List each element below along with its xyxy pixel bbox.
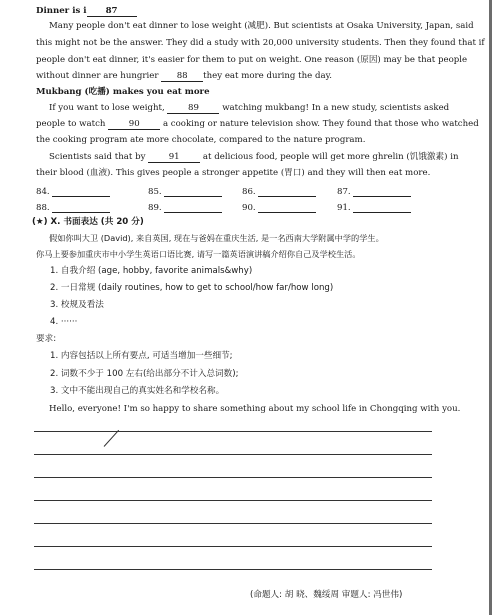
answer-label: 88. [36,203,50,213]
para2-line1 [49,102,449,114]
answer-slot-91[interactable] [337,202,411,213]
para2-line2 [36,118,479,130]
dinner-heading [36,5,137,17]
writing-point-2: 2. 一日常规 (daily routines, how to get to school/how far/how long) [50,283,334,293]
para1-line2: this might not be the answer. They did a study with 20,000 university students. Then they found that if [36,38,485,48]
writing-point-3: 3. 校规及看法 [50,300,104,310]
answer-line[interactable] [164,202,222,213]
answer-line[interactable] [164,186,222,197]
answer-slot-86[interactable] [242,186,316,197]
answer-slot-90[interactable] [242,202,316,213]
answer-label: 91. [337,203,351,213]
para3-line1-post: at delicious food, people will get more ghrelin (饥饿激素) in [202,152,459,162]
requirement-1: 1. 内容包括以上所有要点, 可适当增加一些细节; [50,351,233,361]
writing-prompt-line2: 你马上要参加重庆市中小学生英语口语比赛, 请写一篇英语演讲稿介绍你自己及学校生活。 [36,249,361,259]
requirements-title: 要求: [36,334,57,344]
requirement-2: 2. 词数不少于 100 左右(给出部分不计入总词数); [50,369,239,379]
para1-line3: people don't eat dinner, it's easier for them to put on weight. One reason (原因) may be that people [36,55,468,65]
para2-line2-pre: people to watch [36,119,106,129]
answer-slot-87[interactable] [337,186,411,197]
pen-stroke-mark [104,430,119,447]
answer-line[interactable] [52,202,110,213]
answer-line[interactable] [258,202,316,213]
answer-slot-85[interactable] [148,186,222,197]
answer-label: 86. [242,187,256,197]
requirement-3: 3. 文中不能出现自己的真实姓名和学校名称。 [50,386,225,396]
blank-90[interactable]: 90 [108,119,160,130]
answer-line[interactable] [353,186,411,197]
answer-slot-84[interactable] [36,186,110,197]
writing-line-4[interactable] [34,500,432,501]
writing-section-title: (★) X. 书面表达 (共 20 分) [32,217,144,227]
para1-line4-pre: without dinner are hungrier [36,71,159,81]
para2-line3: the cooking program ate more chocolate, compared to the nature program. [36,135,366,145]
answer-label: 84. [36,187,50,197]
writing-point-4: 4. ······ [50,317,78,327]
answer-label: 85. [148,187,162,197]
answer-label: 87. [337,187,351,197]
para1-line4 [36,70,332,82]
writing-line-6[interactable] [34,546,432,547]
answer-slot-89[interactable] [148,202,222,213]
page-edge-shadow [489,0,492,615]
answer-line[interactable] [52,186,110,197]
mukbang-heading: Mukbang (吃播) makes you eat more [36,87,210,97]
para3-line2: their blood (血液). This gives people a stronger appetite (胃口) and they will then eat more. [36,168,431,178]
writing-line-5[interactable] [34,523,432,524]
answer-line[interactable] [258,186,316,197]
blank-87[interactable]: 87 [87,6,137,17]
writing-line-3[interactable] [34,477,432,478]
writing-line-1[interactable] [34,431,432,432]
blank-91[interactable]: 91 [148,152,200,163]
blank-88[interactable]: 88 [161,71,203,82]
writing-prompt-line1: 假如你叫大卫 (David), 来自英国, 现在与爸妈在重庆生活, 是一名西南大学附属中学的学生。 [49,233,384,243]
blank-89[interactable]: 89 [167,103,219,114]
answer-label: 89. [148,203,162,213]
para3-line1-pre: Scientists said that by [49,152,146,162]
para2-line1-pre: If you want to lose weight, [49,103,165,113]
dinner-heading-text: Dinner is i [36,6,87,16]
answer-line[interactable] [353,202,411,213]
writing-line-2[interactable] [34,454,432,455]
answer-label: 90. [242,203,256,213]
para3-line1 [49,151,459,163]
essay-opening: Hello, everyone! I'm so happy to share something about my school life in Chongqing with you. [49,404,461,414]
writing-line-7[interactable] [34,569,432,570]
footer-credits: (命题人: 胡 晓、魏绥周 审题人: 冯世伟) [250,590,403,600]
para2-line1-post: watching mukbang! In a new study, scientists asked [222,103,450,113]
writing-point-1: 1. 自我介绍 (age, hobby, favorite animals&why) [50,266,253,276]
para2-line2-post: a cooking or nature television show. They found that those who watched [162,119,479,129]
para1-line4-post: they eat more during the day. [203,71,333,81]
para1-line1: Many people don't eat dinner to lose weight (减肥). But scientists at Osaka University, Japan, said [49,21,474,31]
answer-slot-88[interactable] [36,202,110,213]
